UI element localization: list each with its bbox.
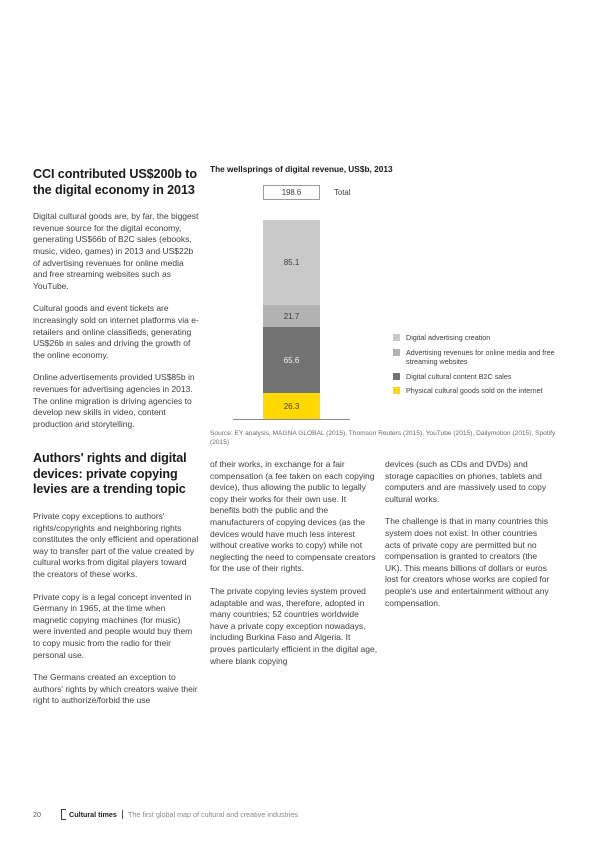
stacked-bar-chart <box>210 164 568 446</box>
footer-divider <box>122 810 123 819</box>
middle-column <box>210 459 378 678</box>
chart-source: Source: EY analysis, MAGNA GLOBAL (2015), Thomson Reuters (2015), YouTube (2015), Dailymotion (2015), Spotify (2015) <box>210 430 556 446</box>
chart-title: The wellsprings of digital revenue, US$b, 2013 <box>210 164 393 174</box>
paragraph: The private copying levies system proved adaptable and was, therefore, adopted in many countries; 52 countries worldwide have a private copy exception nowadays, including Burkina Faso and Algeria. It proves particularly efficient in the digital age, where blank copying <box>210 585 378 666</box>
legend-label: Digital advertising creation <box>406 333 491 342</box>
paragraph: devices (such as CDs and DVDs) and storage capacities on phones, tablets and computers and are massively used to copy cultural works. <box>385 459 547 504</box>
paragraph: Online advertisements provided US$85b in revenues for advertising agencies in 2013. The online migration is driving agencies to develop new skills in video, content production and storytelling. <box>33 372 195 429</box>
paragraph: Private copy is a legal concept invented in Germany in 1965, at the time when magnetic copying machines (for music) were invented and people would buy them to copy music from the radio for their personal use. <box>33 591 193 660</box>
legend-swatch-icon <box>393 349 400 356</box>
legend-swatch-icon <box>393 373 400 380</box>
chart-legend <box>393 333 561 401</box>
legend-item <box>393 333 561 343</box>
stacked-bar <box>263 220 320 420</box>
paragraph: Digital cultural goods are, by far, the biggest revenue source for the digital economy, generating US$66b of B2C sales (ebooks, music, video, games) in 2013 and US$22b of advertising revenues for online media and free streaming websites such as YouTube. <box>33 211 199 291</box>
total-value-box: 198.6 <box>263 185 320 200</box>
section-heading-authors-rights: Authors' rights and digital devices: private copying levies are a trending topic <box>33 451 187 497</box>
legend-item <box>393 386 561 396</box>
legend-label: Advertising revenues for online media and free streaming websites <box>406 347 555 367</box>
legend-item <box>393 348 561 367</box>
total-label: Total <box>334 188 351 197</box>
page-footer <box>33 809 298 820</box>
paragraph: The challenge is that in many countries this system does not exist. In other countries acts of private copy are permitted but no compensation is granted to creators (the UK). This means billions of dollars or euros lost for creators whose works are copied for people's use and entertainment without any compensation. <box>385 516 550 608</box>
paragraph: The Germans created an exception to authors' rights by which creators waive their right to authorize/forbid the use <box>33 672 198 706</box>
paragraph: Private copy exceptions to authors' rights/copyrights and neighboring rights constitutes the only efficient and operational way to transfer part of the value created by cultural works from digital players toward the creators of these works. <box>33 511 199 580</box>
chart-total <box>263 185 350 200</box>
footer-doc-subtitle: The first global map of cultural and creative industries <box>127 810 299 819</box>
left-column <box>33 167 200 718</box>
page-number: 20 <box>33 810 41 819</box>
bar-baseline <box>233 419 350 420</box>
legend-swatch-icon <box>393 387 400 394</box>
bar-segment: 85.1 <box>263 220 320 305</box>
legend-item <box>393 372 561 382</box>
legend-swatch-icon <box>393 334 400 341</box>
legend-label: Physical cultural goods sold on the internet <box>406 386 543 396</box>
legend-label: Digital cultural content B2C sales <box>406 371 512 381</box>
footer-bracket-icon <box>61 809 66 820</box>
right-column <box>385 459 553 620</box>
bar-segment: 65.6 <box>263 327 320 393</box>
footer-doc-title: Cultural times <box>69 810 117 819</box>
bar-segment: 26.3 <box>263 393 320 419</box>
paragraph: Cultural goods and event tickets are increasingly sold on internet platforms via e-retailers and online classifieds, generating US$26b in sales and driving the growth of the online economy. <box>33 303 199 360</box>
section-heading-digital-economy: CCI contributed US$200b to the digital economy in 2013 <box>33 167 197 197</box>
paragraph: of their works, in exchange for a fair compensation (a fee taken on each copying device), thus allowing the public to legally copy their works for their own use. It benefits both the public and the manufacturers of copying devices (as the devices would have much less interest without creative works to copy) while not neglecting the need to compensate creators for the use of their rights. <box>210 459 376 574</box>
bar-segment: 21.7 <box>263 305 320 327</box>
